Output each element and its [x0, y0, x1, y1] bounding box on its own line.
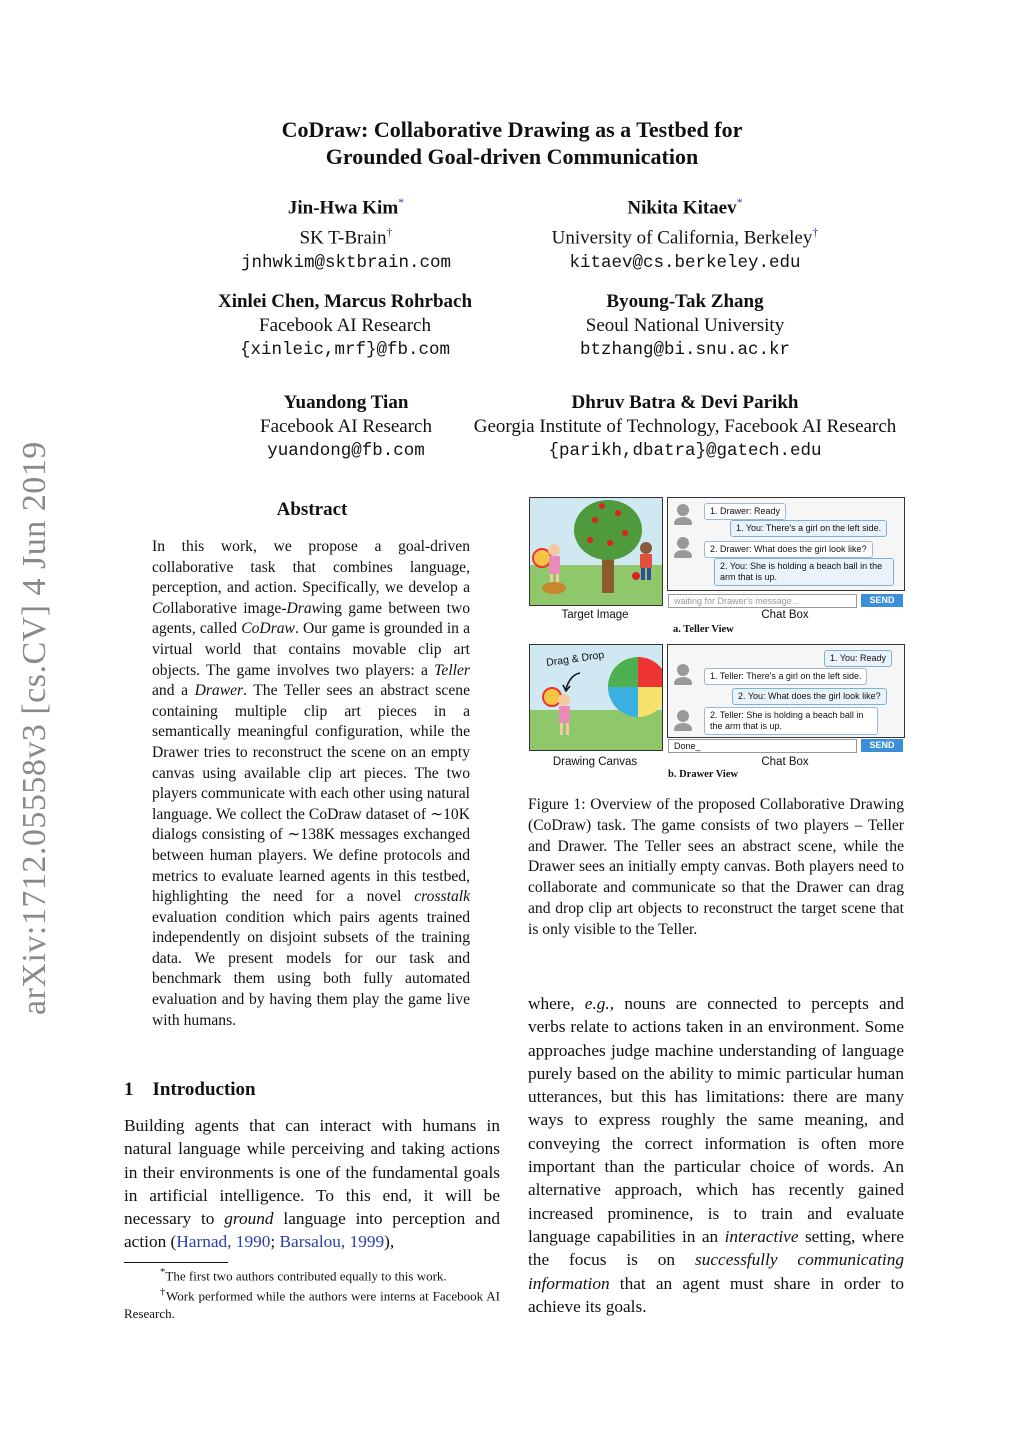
arxiv-identifier: arXiv:1712.05558v3 [cs.CV] 4 Jun 2019 [16, 441, 53, 1015]
teller-chat-box[interactable] [667, 497, 905, 591]
abstract-body: In this work, we propose a goal-driven collaborative task that combines language, perception, and action. Specifically, we develop a Collaborative image-Drawing game between two agents, called CoDraw. Our game is grounded in a virtual world that contains movable clip art objects. The game involves two players: a Teller and a Drawer. The Teller sees an abstract scene containing multiple clip art pieces in a semantically meaningful configuration, while the Drawer tries to reconstruct the scene on an empty canvas using available clip art pieces. The two players communicate with each other using natural language. We collect the CoDraw dataset of ∼10K dialogs consisting of ∼138K messages exchanged between human players. We define protocols and metrics to evaluate learned agents in this testbed, highlighting the need for a novel crosstalk evaluation condition which pairs agents trained independently on disjoint subsets of the training data. We present models for our task and benchmark them using both fully automated evaluation and by having them play the game live with humans. [152, 538, 471, 1029]
author-affiliation: Seoul National University [585, 315, 785, 336]
footnote-rule [124, 1262, 228, 1263]
author-name: Jin-Hwa Kim [287, 197, 399, 219]
author-email[interactable]: {parikh,dbatra}@gatech.edu [548, 441, 822, 461]
user-avatar-icon [674, 503, 692, 525]
author-affiliation: Facebook AI Research [259, 315, 431, 336]
abstract-heading: Abstract [276, 499, 348, 520]
author-block-1 [196, 190, 496, 275]
target-image [529, 497, 663, 606]
citation-link[interactable]: Barsalou, 1999 [279, 1232, 385, 1252]
target-scene-illustration [530, 498, 662, 605]
chat-message: 1. You: There's a girl on the left side. [730, 520, 887, 537]
paper-title [0, 116, 1024, 170]
author-block-6 [445, 391, 925, 463]
author-name: Byoung-Tak Zhang [606, 291, 764, 312]
chat-message: 1. You: Ready [824, 650, 892, 667]
target-image-label: Target Image [561, 609, 629, 621]
author-mark: * [398, 195, 405, 209]
user-avatar-icon [674, 709, 692, 731]
teller-send-button[interactable]: SEND [861, 594, 903, 607]
introduction-paragraph: Building agents that can interact with humans in natural language while perceiving and taking actions in their environments is one of the fundamental goals in artificial intelligence. To this end, it will be necessary to ground language into perception and action (Harnad, 1990; Barsalou, 1999), [124, 1116, 501, 1252]
title-line-1: CoDraw: Collaborative Drawing as a Testbed for [281, 117, 743, 142]
user-avatar-icon [674, 663, 692, 685]
author-name: Yuandong Tian [283, 392, 409, 413]
footnotes: *The first two authors contributed equally to this work. †Work performed while the authors were interns at Facebook AI Research. [124, 1266, 501, 1321]
affil-mark: † [812, 225, 819, 240]
author-email[interactable]: btzhang@bi.snu.ac.kr [579, 340, 791, 360]
author-block-2 [520, 190, 850, 275]
chat-box-label: Chat Box [761, 756, 809, 768]
right-column-paragraph: where, e.g., nouns are connected to percepts and verbs relate to actions taken in an environment. Some approaches judge machine understanding of language purely based on the ability to mimic particular human utterances, but this has limitations: there are many ways to express roughly the same meaning, and conveying the correct information is often more important than the particular choice of words. An alternative approach, which has recently gained increased prominence, is to train and evaluate language capabilities in an interactive setting, where the focus is on successfully communicating information that an agent must share in order to achieve its goals. [528, 994, 904, 1316]
teller-message-input[interactable]: waiting for Drawer's message... [668, 594, 857, 608]
author-block-3 [180, 290, 510, 362]
author-email[interactable]: jnhwkim@sktbrain.com [240, 252, 452, 273]
figure-1-caption: Figure 1: Overview of the proposed Collaborative Drawing (CoDraw) task. The game consists of two players – Teller and Drawer. The Teller sees an abstract scene, while the Drawer sees an initially empty canvas. Both players need to collaborate and communicate so that the Drawer can drag and drop clip art objects to reconstruct the target scene that is only visible to the Teller. [528, 796, 904, 938]
author-block-4 [520, 290, 850, 362]
drawer-chat-box[interactable] [667, 644, 905, 738]
drag-drop-label: Drag & Drop [545, 648, 605, 670]
chat-message: 2. Teller: She is holding a beach ball in the arm that is up. [704, 707, 878, 735]
drawing-canvas[interactable] [529, 644, 663, 751]
author-name: Xinlei Chen, Marcus Rohrbach [217, 291, 473, 312]
section-heading-introduction: 1 Introduction [124, 1079, 256, 1100]
author-email[interactable]: {xinleic,mrf}@fb.com [239, 340, 451, 360]
author-affiliation: University of California, Berkeley [551, 227, 813, 249]
author-mark: * [736, 195, 743, 209]
subcaption-a: a. Teller View [673, 624, 734, 635]
author-affiliation: Georgia Institute of Technology, Facebook AI Research [473, 416, 897, 437]
drawer-message-input[interactable]: Done_ [668, 739, 857, 753]
author-affiliation: SK T-Brain [299, 227, 387, 249]
affil-mark: † [386, 225, 393, 240]
chat-message: 2. You: What does the girl look like? [732, 688, 887, 705]
user-avatar-icon [674, 536, 692, 558]
drawing-canvas-label: Drawing Canvas [552, 756, 638, 768]
subcaption-b: b. Drawer View [668, 769, 739, 780]
author-affiliation: Facebook AI Research [260, 416, 432, 437]
author-name: Dhruv Batra & Devi Parikh [571, 392, 799, 413]
title-line-2: Grounded Goal-driven Communication [325, 144, 699, 169]
author-name: Nikita Kitaev [627, 197, 737, 219]
author-email[interactable]: yuandong@fb.com [267, 441, 425, 461]
chat-message: 2. Drawer: What does the girl look like? [704, 541, 873, 558]
chat-message: 1. Teller: There's a girl on the left side. [704, 668, 867, 685]
citation-link[interactable]: Harnad, 1990 [176, 1232, 271, 1252]
author-email[interactable]: kitaev@cs.berkeley.edu [569, 252, 801, 273]
chat-message: 2. You: She is holding a beach ball in the arm that is up. [714, 558, 894, 586]
chat-box-label: Chat Box [761, 609, 809, 621]
drawer-send-button[interactable]: SEND [861, 739, 903, 752]
chat-message: 1. Drawer: Ready [704, 503, 786, 520]
